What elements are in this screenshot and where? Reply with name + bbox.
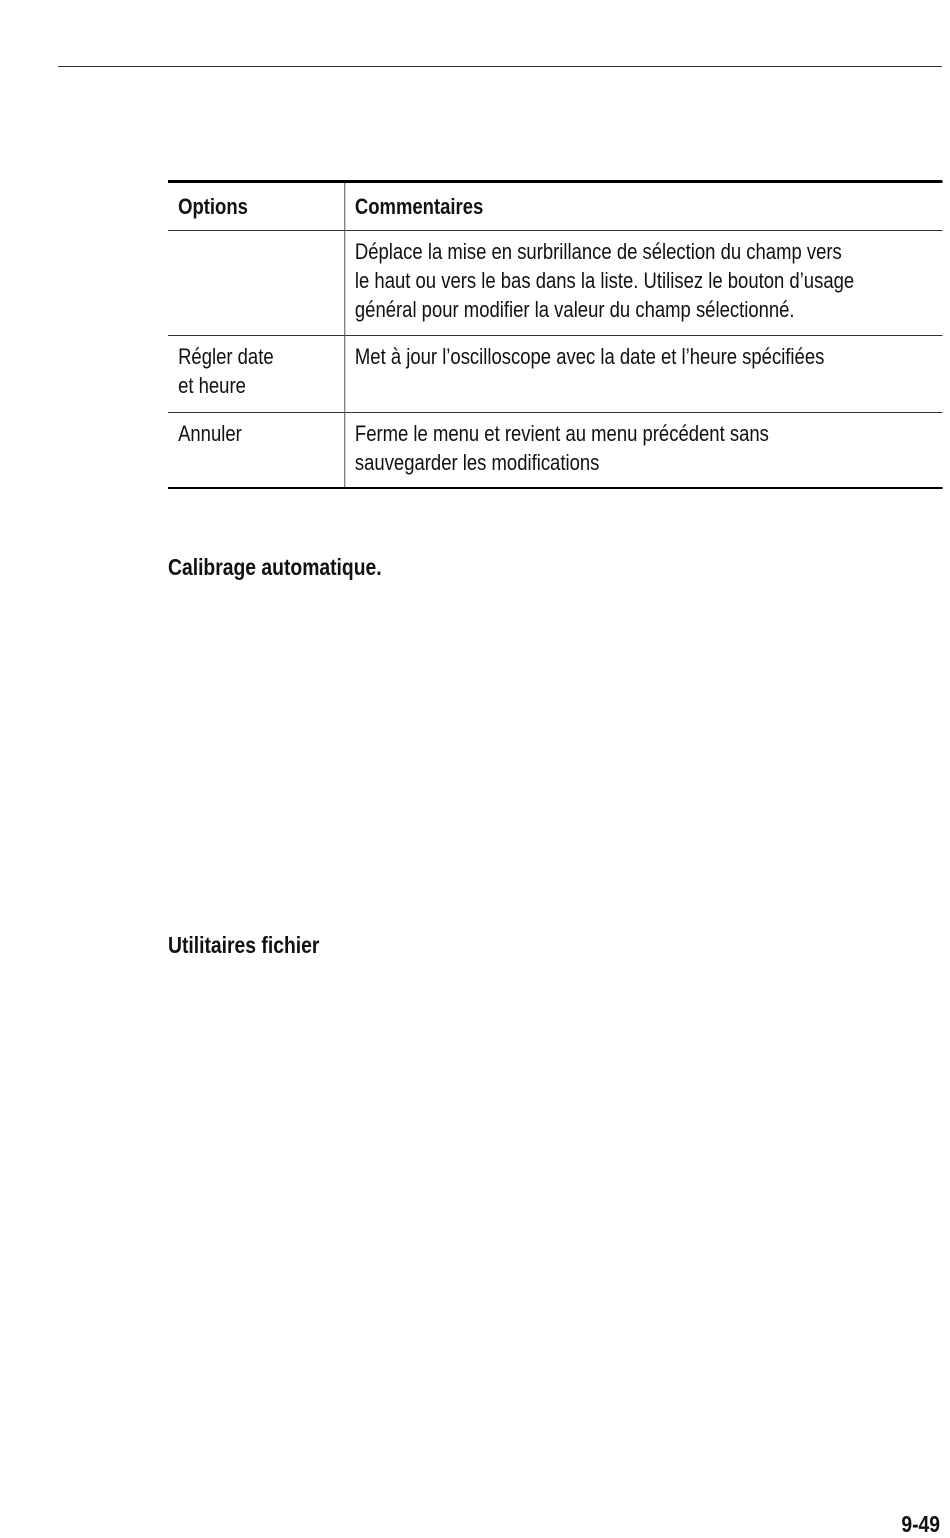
comment-text-line: général pour modifier la valeur du champ sélectionné. [354, 297, 795, 322]
option-cell [168, 413, 344, 489]
comment-text-line: sauvegarder les modifications [354, 450, 600, 475]
option-cell [168, 336, 344, 413]
column-header-options [168, 182, 344, 231]
table-row [168, 336, 942, 413]
option-cell [168, 231, 344, 336]
option-text-line: Annuler [178, 421, 242, 446]
column-header-commentaires [344, 182, 942, 231]
header-rule [58, 66, 942, 67]
comment-text-line: Met à jour l’oscilloscope avec la date et l’heure spécifiées [354, 344, 825, 369]
option-text-line: Régler date [178, 344, 274, 369]
section-heading-calibrage: Calibrage automatique. [168, 554, 382, 580]
column-header-options-label: Options [178, 194, 248, 219]
table-row [168, 413, 942, 489]
comment-cell [344, 413, 942, 489]
option-text-line: et heure [178, 373, 246, 398]
comment-cell [344, 231, 942, 336]
section-heading-utilitaires: Utilitaires fichier [168, 932, 320, 958]
column-header-commentaires-label: Commentaires [354, 194, 484, 219]
comment-text-line: Déplace la mise en surbrillance de sélection du champ vers [354, 239, 842, 264]
table-row [168, 231, 942, 336]
comment-cell [344, 336, 942, 413]
table-header-row [168, 182, 942, 231]
options-table [168, 180, 942, 489]
page-number: 9-49 [901, 1511, 940, 1537]
comment-text-line: Ferme le menu et revient au menu précédent sans [354, 421, 769, 446]
comment-text-line: le haut ou vers le bas dans la liste. Utilisez le bouton d’usage [354, 268, 855, 293]
